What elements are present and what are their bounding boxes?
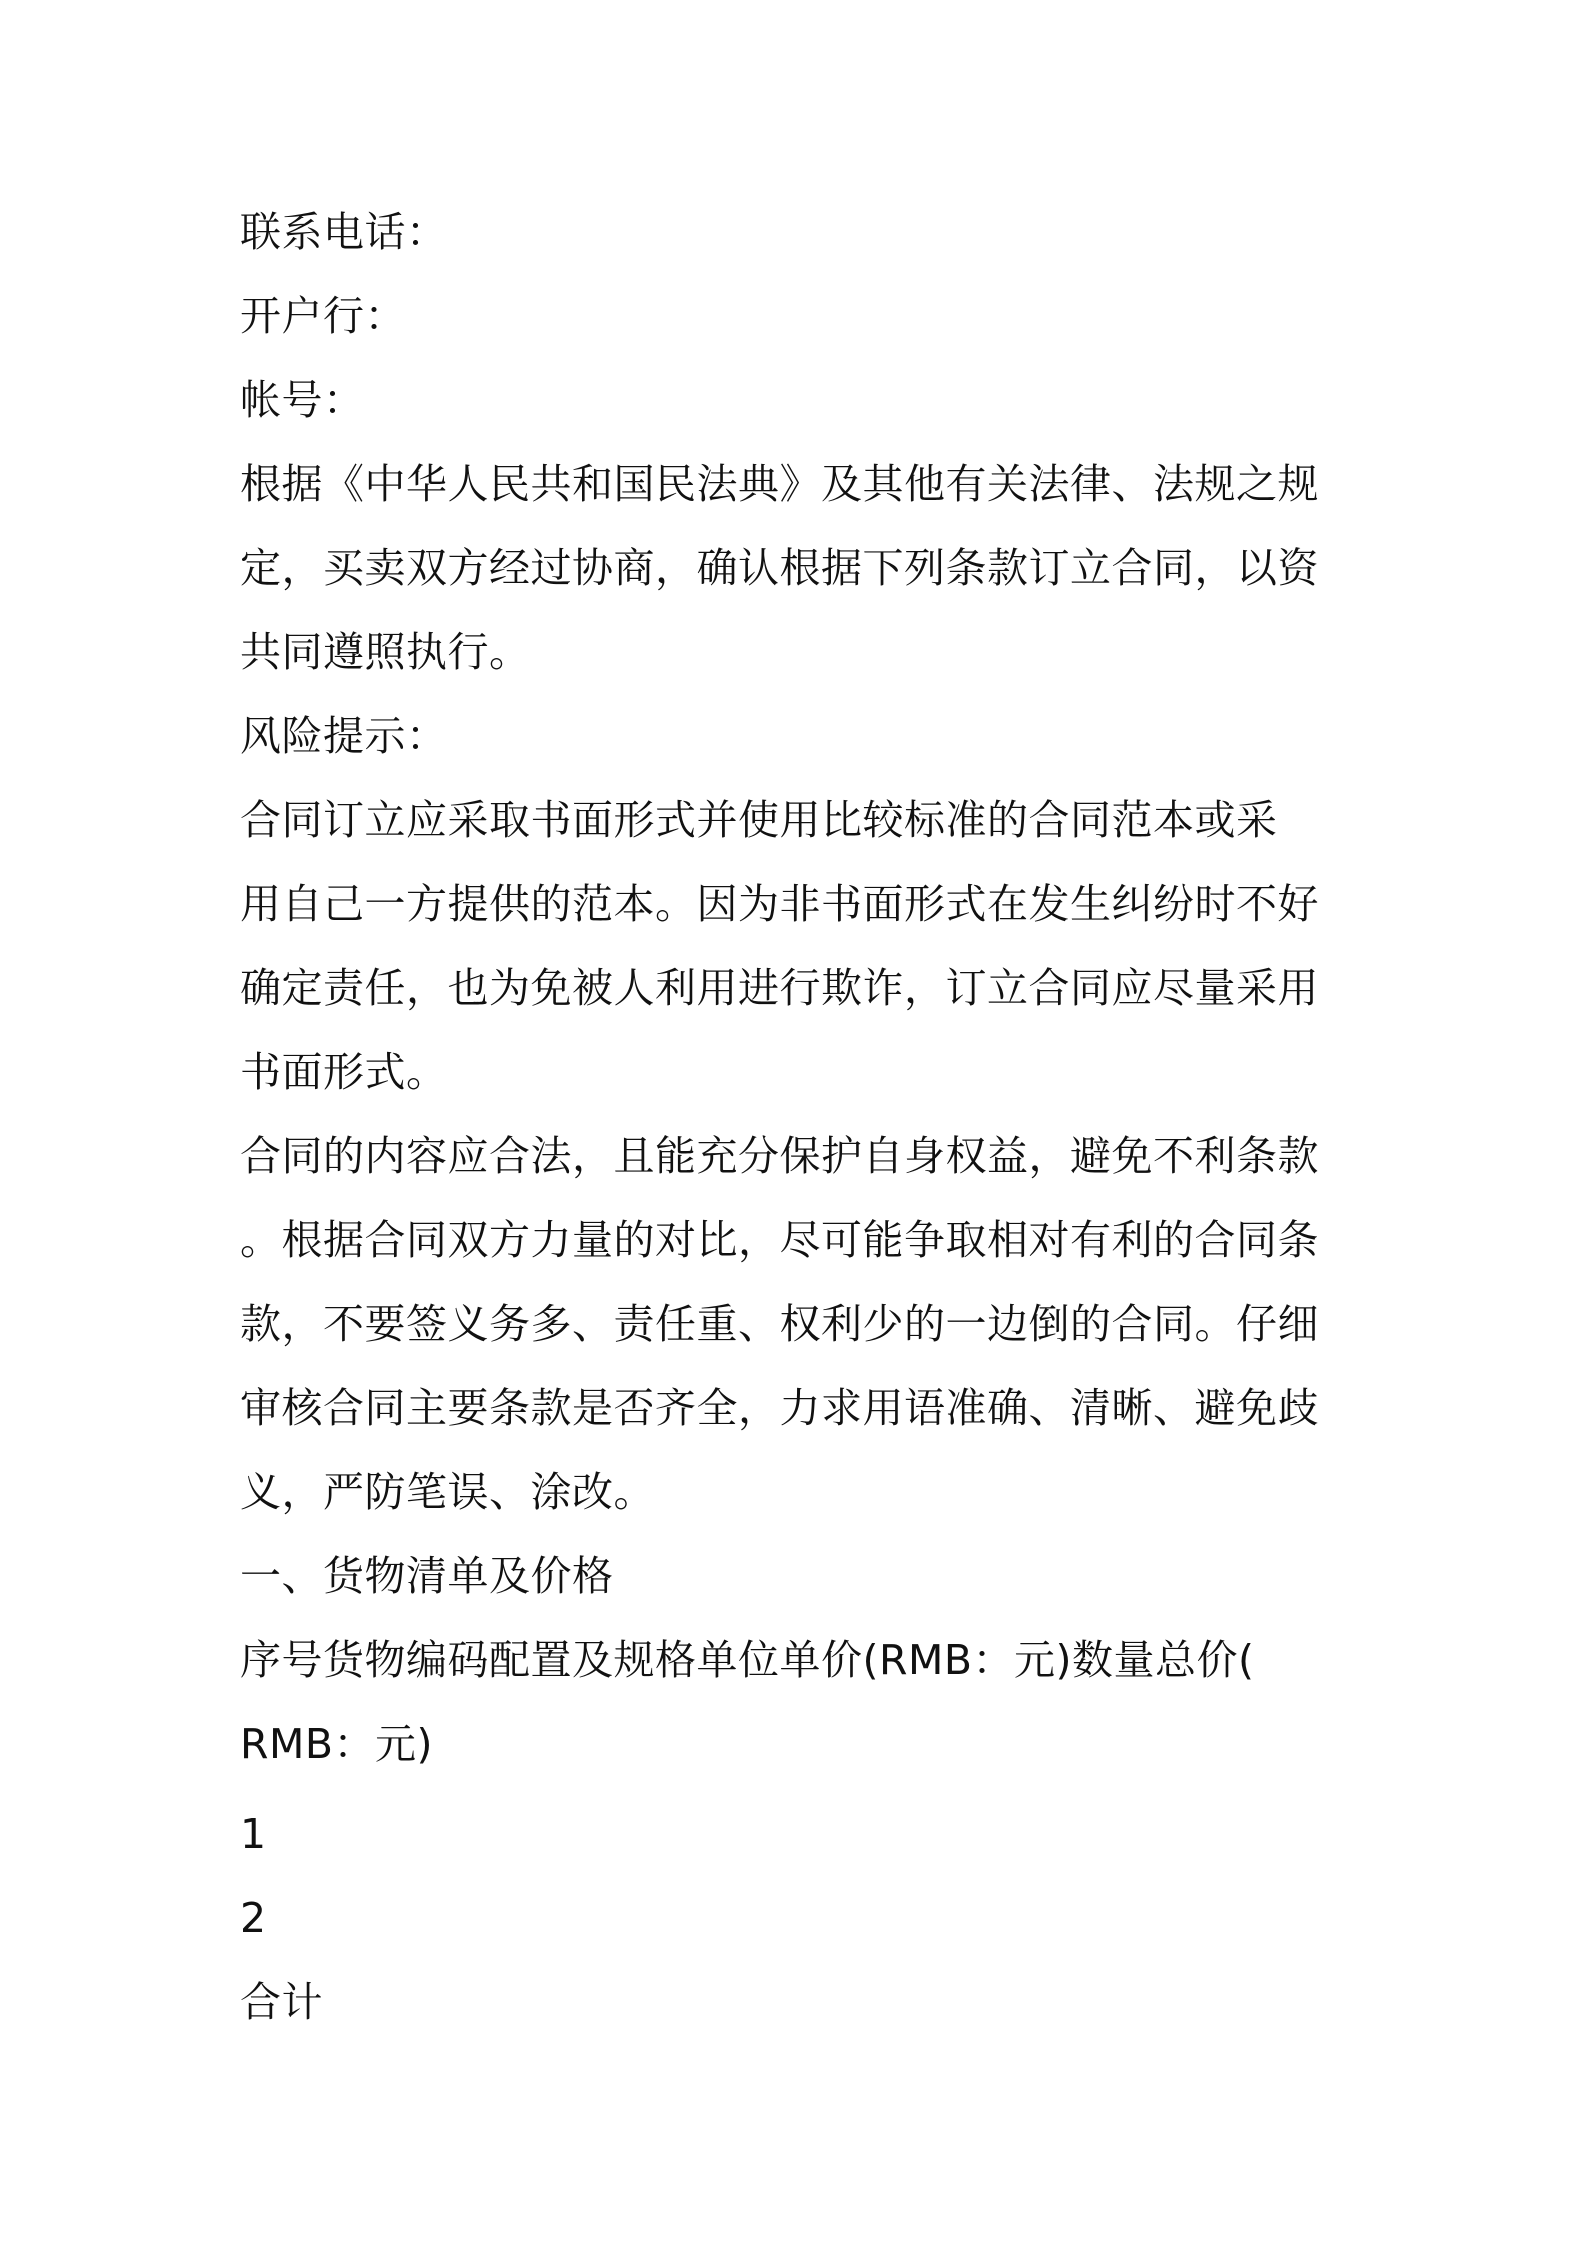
goods-row-number: 1 xyxy=(240,1810,267,1858)
risk-line: 合同的内容应合法，且能充分保护自身权益，避免不利条款 xyxy=(240,1132,1319,1180)
contact-phone-label: 联系电话： xyxy=(240,208,448,256)
risk-heading: 风险提示： xyxy=(240,712,448,760)
goods-header-line: RMB：元) xyxy=(240,1720,433,1768)
risk-line: 书面形式。 xyxy=(240,1048,448,1096)
contact-account-label: 帐号： xyxy=(240,376,365,424)
risk-line: 合同订立应采取书面形式并使用比较标准的合同范本或采 xyxy=(240,796,1278,844)
contact-bank-label: 开户行： xyxy=(240,292,406,340)
goods-table-header xyxy=(240,1618,1355,1786)
goods-heading: 一、货物清单及价格 xyxy=(240,1552,614,1600)
goods-total-label: 合计 xyxy=(240,1978,323,2026)
intro-paragraph xyxy=(240,442,1355,694)
risk-paragraph-2 xyxy=(240,1114,1355,1534)
document-page xyxy=(240,190,1355,2044)
intro-line: 共同遵照执行。 xyxy=(240,628,531,676)
risk-paragraph-1 xyxy=(240,778,1355,1114)
risk-line: 审核合同主要条款是否齐全，力求用语准确、清晰、避免歧 xyxy=(240,1384,1319,1432)
goods-header-line: 序号货物编码配置及规格单位单价(RMB：元)数量总价( xyxy=(240,1636,1255,1684)
intro-line: 根据《中华人民共和国民法典》及其他有关法律、法规之规 xyxy=(240,460,1319,508)
risk-line: 义，严防笔误、涂改。 xyxy=(240,1468,655,1516)
intro-line: 定，买卖双方经过协商，确认根据下列条款订立合同，以资 xyxy=(240,544,1319,592)
risk-line: 用自己一方提供的范本。因为非书面形式在发生纠纷时不好 xyxy=(240,880,1319,928)
risk-line: 。根据合同双方力量的对比，尽可能争取相对有利的合同条 xyxy=(240,1216,1319,1264)
risk-line: 确定责任，也为免被人利用进行欺诈，订立合同应尽量采用 xyxy=(240,964,1319,1012)
risk-line: 款，不要签义务多、责任重、权利少的一边倒的合同。仔细 xyxy=(240,1300,1319,1348)
goods-row-number: 2 xyxy=(240,1894,267,1942)
